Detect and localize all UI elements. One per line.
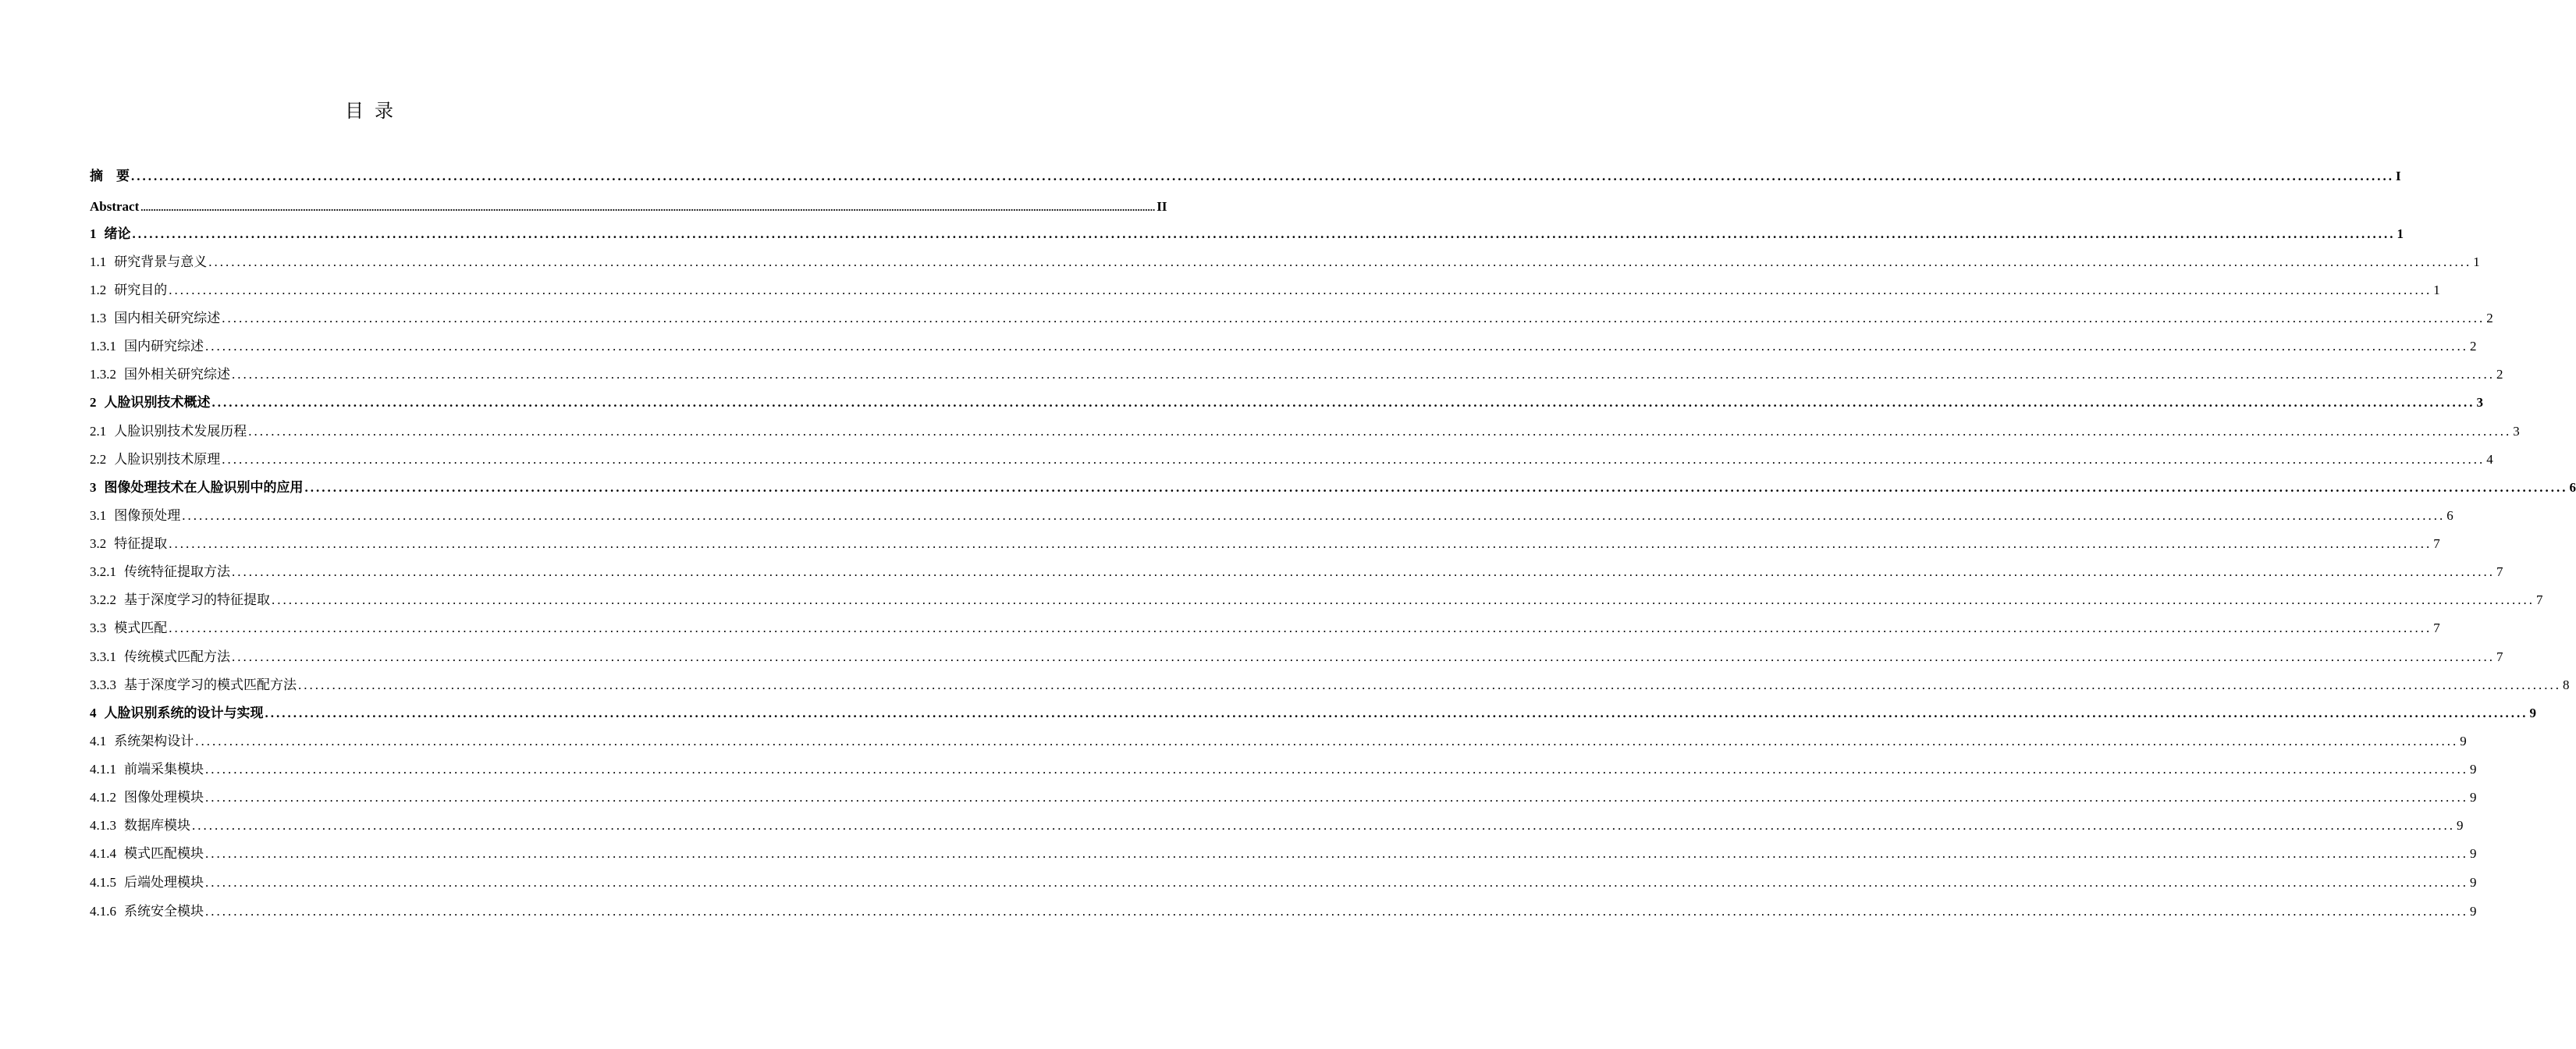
toc-entry[interactable]	[90, 197, 1167, 216]
toc-entry[interactable]	[90, 337, 2477, 356]
toc-entry[interactable]	[90, 845, 2477, 863]
toc-entry-page: 3	[2513, 424, 2520, 439]
toc-entry-number: 3.2.2	[90, 592, 116, 607]
toc-entry-page: 7	[2536, 592, 2543, 607]
toc-leader-dots: ................................................................................................................................................................................................................................................................................................................................................................................................................	[211, 395, 2475, 410]
toc-entry-page: 2	[2470, 339, 2477, 354]
toc-entry[interactable]	[90, 788, 2477, 807]
toc-entry[interactable]	[90, 167, 2401, 186]
toc-entry-number: 4	[90, 706, 97, 720]
toc-entry-page: 9	[2470, 875, 2477, 890]
toc-entry-number: 1.1	[90, 254, 107, 269]
toc-entry-number: 4.1.4	[90, 846, 116, 861]
toc-entry-page: 4	[2486, 452, 2493, 467]
toc-entry-number: 3.2.1	[90, 564, 116, 579]
toc-leader-dots: ................................................................................................................................................................................................................................................................................................................................................................................................................	[195, 734, 2459, 749]
toc-leader-dots: ................................................................................................................................................................................................................................................................................................................................................................................................................	[222, 452, 2485, 467]
toc-entry-title: 人脸识别技术原理	[114, 452, 221, 467]
toc-entry-page: 7	[2433, 536, 2440, 551]
toc-entry-page: 9	[2529, 706, 2536, 720]
toc-entry-title: 数据库模块	[124, 818, 190, 833]
toc-leader-dots: ................................................................................................................................................................................................................................................................................................................................................................................................................	[232, 564, 2495, 579]
toc-entry-title: 模式匹配	[114, 621, 168, 635]
toc-entry-title: 人脸识别技术概述	[104, 395, 211, 410]
toc-entry-number: 3.3.1	[90, 649, 116, 664]
toc-leader-dots: ................................................................................................................................................................................................................................................................................................................................................................................................................	[232, 649, 2495, 664]
toc-entry[interactable]	[90, 478, 2576, 497]
toc-entry-number: 1.3	[90, 311, 107, 325]
toc-entry-title: 图像处理模块	[124, 790, 204, 805]
toc-entry-title: 传统模式匹配方法	[124, 649, 230, 664]
toc-entry-number: 3.2	[90, 536, 107, 551]
toc-entry-page: 6	[2569, 480, 2576, 495]
toc-entry[interactable]	[90, 281, 2440, 300]
toc-leader-dots: ................................................................................................................................................................................................................................................................................................................................................................................................................	[192, 818, 2455, 833]
toc-leader-dots: ................................................................................................................................................................................................................................................................................................................................................................................................................	[205, 762, 2468, 777]
toc-leader-dots: ................................................................................................................................................................................................................................................................................................................................................................................................................	[169, 536, 2432, 551]
toc-entry-number: 2	[90, 395, 97, 410]
toc-entry[interactable]	[90, 253, 2480, 272]
toc-entry-number: 4.1	[90, 734, 107, 749]
toc-entry-title: 研究背景与意义	[114, 254, 208, 269]
toc-entry[interactable]	[90, 648, 2503, 667]
page-title: 目 录	[345, 101, 396, 122]
toc-entry-number: 1.3.1	[90, 339, 116, 354]
toc-entry[interactable]	[90, 507, 2453, 525]
toc-leader-dots: ................................................................................................................................................................................................................................................................................................................................................................................................................	[205, 339, 2468, 354]
toc-leader-dots: ................................................................................................................................................................................................................................................................................................................................................................................................................	[205, 790, 2468, 805]
toc-entry-page: 9	[2470, 762, 2477, 777]
toc-leader-dots: ................................................................................................................................................................................................................................................................................................................................................................................................................	[205, 846, 2468, 861]
toc-entry-number: 2.2	[90, 452, 107, 467]
toc-entry-page: 1	[2397, 226, 2404, 241]
toc-entry-page: 2	[2486, 311, 2493, 325]
toc-entry-page: 9	[2460, 734, 2467, 749]
toc-entry-title: 后端处理模块	[124, 875, 204, 890]
toc-entry[interactable]	[90, 704, 2536, 723]
toc-entry-page: I	[2396, 169, 2401, 183]
toc-entry-page: 1	[2473, 254, 2480, 269]
toc-leader-dots: ................................................................................................................................................................................................................................................................................................................................................................................................................	[132, 226, 2396, 241]
toc-entry-number: 3.3.3	[90, 677, 116, 692]
toc-entry-title: 研究目的	[114, 283, 168, 297]
toc-entry-title: 模式匹配模块	[124, 846, 204, 861]
toc-entry-page: 9	[2457, 818, 2464, 833]
toc-entry-page: 3	[2476, 395, 2483, 410]
toc-entry-number: 4.1.2	[90, 790, 116, 805]
toc-entry-title: 绪论	[104, 226, 131, 241]
toc-entry-title: 前端采集模块	[124, 762, 204, 777]
toc-entry[interactable]	[90, 591, 2543, 610]
toc-entry-number: 4.1.5	[90, 875, 116, 890]
toc-entry-page: 2	[2496, 367, 2503, 382]
toc-entry-title: 传统特征提取方法	[124, 564, 230, 579]
toc-entry-page: II	[1157, 199, 1167, 214]
toc-entry[interactable]	[90, 422, 2520, 441]
toc-entry-number: 1	[90, 226, 97, 241]
toc-leader-dots: ................................................................................................................................................................................................................................................................................................................................................................................................................	[272, 592, 2535, 607]
toc-entry-title: 图像处理技术在人脸识别中的应用	[104, 480, 304, 495]
toc-entry[interactable]	[90, 535, 2440, 553]
toc-entry-page: 9	[2470, 904, 2477, 919]
toc-entry-page: 7	[2496, 649, 2503, 664]
toc-entry-title: 特征提取	[114, 536, 168, 551]
toc-entry-page: 9	[2470, 846, 2477, 861]
toc-entry[interactable]	[90, 225, 2404, 244]
toc-entry[interactable]	[90, 309, 2493, 328]
toc-entry[interactable]	[90, 563, 2503, 581]
toc-entry-page: 6	[2446, 508, 2453, 523]
toc-leader-dots: ................................................................................................................................................................................................................................................................................................................................................................................................................	[304, 480, 2568, 495]
toc-entry-title: 基于深度学习的模式匹配方法	[124, 677, 297, 692]
toc-leader-dots: ................................................................................................................................................................................................................................................................................................................................................................................................................	[169, 621, 2432, 635]
toc-entry-page: 7	[2433, 621, 2440, 635]
toc-entry-number: 3.1	[90, 508, 107, 523]
toc-entry-title: 国内相关研究综述	[114, 311, 221, 325]
toc-entry-number: 4.1.3	[90, 818, 116, 833]
toc-entry-number: 1.3.2	[90, 367, 116, 382]
toc-leader-dots: ................................................................................................................................................................................................................................................................................................................................................................................................................	[265, 706, 2528, 720]
toc-entry-number: 4.1.1	[90, 762, 116, 777]
toc-entry-number: 3.3	[90, 621, 107, 635]
toc-entry[interactable]	[90, 450, 2493, 469]
toc-entry-number: Abstract	[90, 199, 140, 214]
toc-leader-dots: ................................................................................................................................................................................................................................................................................................................................................................................................................	[182, 508, 2446, 523]
toc-entry[interactable]	[90, 902, 2477, 921]
toc-entry[interactable]	[90, 365, 2503, 384]
toc-entry-number: 摘 要	[90, 169, 130, 183]
toc-leader-dots: ................................................................................................................................................................................................................................................................................................................................................................................................................	[208, 254, 2472, 269]
toc-leader-dots: ................................................................................................................................................................................................................................................................................................................................................................................................................	[232, 367, 2495, 382]
toc-leader-dots: ................................................................................................................................................................................................................................................................................................................................................................................................................	[140, 201, 1156, 213]
toc-leader-dots: ................................................................................................................................................................................................................................................................................................................................................................................................................	[205, 875, 2468, 890]
toc-leader-dots: ................................................................................................................................................................................................................................................................................................................................................................................................................	[131, 169, 2394, 183]
toc-entry[interactable]	[90, 732, 2467, 751]
toc-entry-page: 8	[2563, 677, 2570, 692]
toc-entry[interactable]	[90, 760, 2477, 779]
toc-entry-title: 图像预处理	[114, 508, 181, 523]
toc-leader-dots: ................................................................................................................................................................................................................................................................................................................................................................................................................	[169, 283, 2432, 297]
toc-leader-dots: ................................................................................................................................................................................................................................................................................................................................................................................................................	[248, 424, 2512, 439]
toc-entry-number: 3	[90, 480, 97, 495]
toc-entry[interactable]	[90, 393, 2483, 412]
toc-entry[interactable]	[90, 619, 2440, 638]
toc-entry-title: 国外相关研究综述	[124, 367, 230, 382]
toc-entry-number: 2.1	[90, 424, 107, 439]
toc-entry[interactable]	[90, 816, 2464, 835]
toc-leader-dots: ................................................................................................................................................................................................................................................................................................................................................................................................................	[298, 677, 2561, 692]
toc-entry-title: 国内研究综述	[124, 339, 204, 354]
toc-entry-page: 7	[2496, 564, 2503, 579]
toc-entry-number: 4.1.6	[90, 904, 116, 919]
toc-entry-title: 人脸识别技术发展历程	[114, 424, 247, 439]
toc-entry-number: 1.2	[90, 283, 107, 297]
toc-entry[interactable]	[90, 873, 2477, 892]
toc-entry-title: 基于深度学习的特征提取	[124, 592, 270, 607]
toc-leader-dots: ................................................................................................................................................................................................................................................................................................................................................................................................................	[222, 311, 2485, 325]
toc-entry-page: 9	[2470, 790, 2477, 805]
toc-leader-dots: ................................................................................................................................................................................................................................................................................................................................................................................................................	[205, 904, 2468, 919]
toc-entry[interactable]	[90, 676, 2570, 695]
toc-entry-title: 人脸识别系统的设计与实现	[104, 706, 264, 720]
toc-entry-title: 系统安全模块	[124, 904, 204, 919]
toc-entry-page: 1	[2433, 283, 2440, 297]
toc-entry-title: 系统架构设计	[114, 734, 194, 749]
